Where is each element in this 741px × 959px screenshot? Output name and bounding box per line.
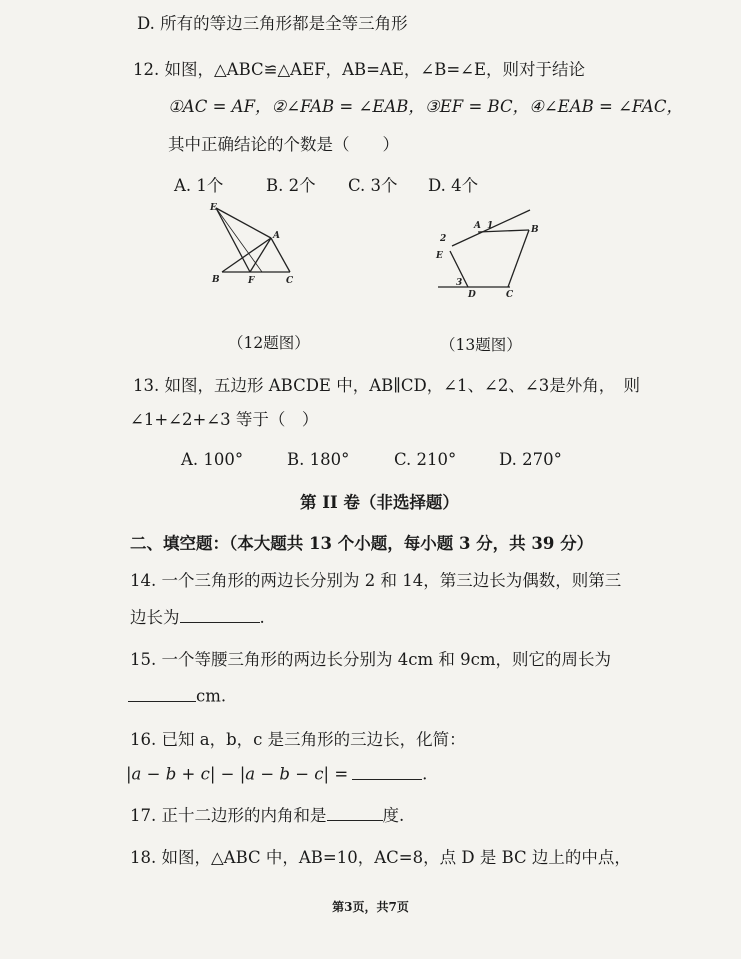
q13-option-a: A. 100° [181,450,244,469]
q12-conclusions: ①AC = AF，②∠FAB = ∠EAB，③EF = BC，④∠EAB = ∠FAC， [168,97,683,116]
figure-13-caption: （13题图） [440,336,522,354]
fig13-label-a: A [474,221,481,231]
fig12-label-a: A [273,231,280,241]
fig13-label-b: B [531,225,539,235]
q12-options [174,172,478,196]
fig13-label-d: D [468,290,476,300]
fig12-aux [216,208,262,272]
q18-line1: 18. 如图，△ABC 中，AB=10，AC=8，点 D 是 BC 边上的中点， [130,848,631,867]
q14-suffix: . [259,608,265,627]
q13-stem: 13. 如图，五边形 ABCDE 中，AB∥CD，∠1、∠2、∠3是外角， 则 [133,376,640,395]
section2-header: 二、填空题：（本大题共 13 个小题，每小题 3 分，共 39 分） [130,534,594,553]
q17-suffix: 度. [382,806,405,825]
fig13-label-e: E [436,251,443,261]
q17-line [130,802,404,826]
fig13-label-c: C [506,290,514,300]
fig12-label-b: B [212,275,220,285]
q12-question: 其中正确结论的个数是（ ） [168,135,399,154]
q12-option-a: A. 1个 [174,176,224,195]
q16-expression: |a − b + c| − |a − b − c| = [126,764,349,784]
q16-answer-blank[interactable] [352,762,422,780]
q15-line1: 15. 一个等腰三角形的两边长分别为 4cm 和 9cm，则它的周长为 [130,650,611,669]
fig13-angle-3: 3 [456,278,463,288]
fig13-angle-1: 1 [487,221,494,231]
q12-stem: 12. 如图，△ABC≌△AEF，AB=AE，∠B=∠E，则对于结论 [133,60,586,79]
q16-line1: 16. 已知 a，b，c 是三角形的三边长，化简： [130,730,466,749]
fig12-label-f: F [248,276,255,286]
q13-option-c: C. 210° [394,450,457,469]
q13-option-d: D. 270° [499,450,562,469]
figure-13 [430,208,550,303]
q14-answer-blank[interactable] [180,606,260,624]
q12-option-d: D. 4个 [428,176,479,195]
figure-12 [200,198,310,293]
q13-stem-2: ∠1+∠2+∠3 等于（ ） [130,410,319,429]
fig12-edge-ac [271,238,290,272]
fig12-label-e: E [210,203,217,213]
q14-prefix: 边长为 [130,608,180,627]
q16-suffix: . [422,764,428,784]
q17-prefix: 17. 正十二边形的内角和是 [130,806,327,825]
q11-option-d: D. 所有的等边三角形都是全等三角形 [137,14,408,33]
figure-12-caption: （12题图） [228,334,310,352]
q17-answer-blank[interactable] [327,804,383,822]
page-footer: 第3页，共7页 [332,900,409,914]
q14-line1: 14. 一个三角形的两边长分别为 2 和 14，第三边长为偶数，则第三 [130,571,622,590]
q14-line2 [130,604,265,628]
q12-option-c: C. 3个 [348,176,398,195]
fig12-edge-ab [222,238,271,272]
fig12-edge-af [250,238,271,272]
fig13-edge-bc [508,230,529,287]
q15-line2 [128,684,226,706]
q16-line2 [126,762,427,784]
q15-suffix: cm. [196,686,227,706]
q12-option-b: B. 2个 [266,176,316,195]
q13-option-b: B. 180° [287,450,350,469]
fig13-angle-2: 2 [440,234,447,244]
fig12-label-c: C [286,276,294,286]
q15-answer-blank[interactable] [128,684,196,702]
q13-options [181,450,562,469]
section2-title: 第 II 卷（非选择题） [300,493,459,512]
